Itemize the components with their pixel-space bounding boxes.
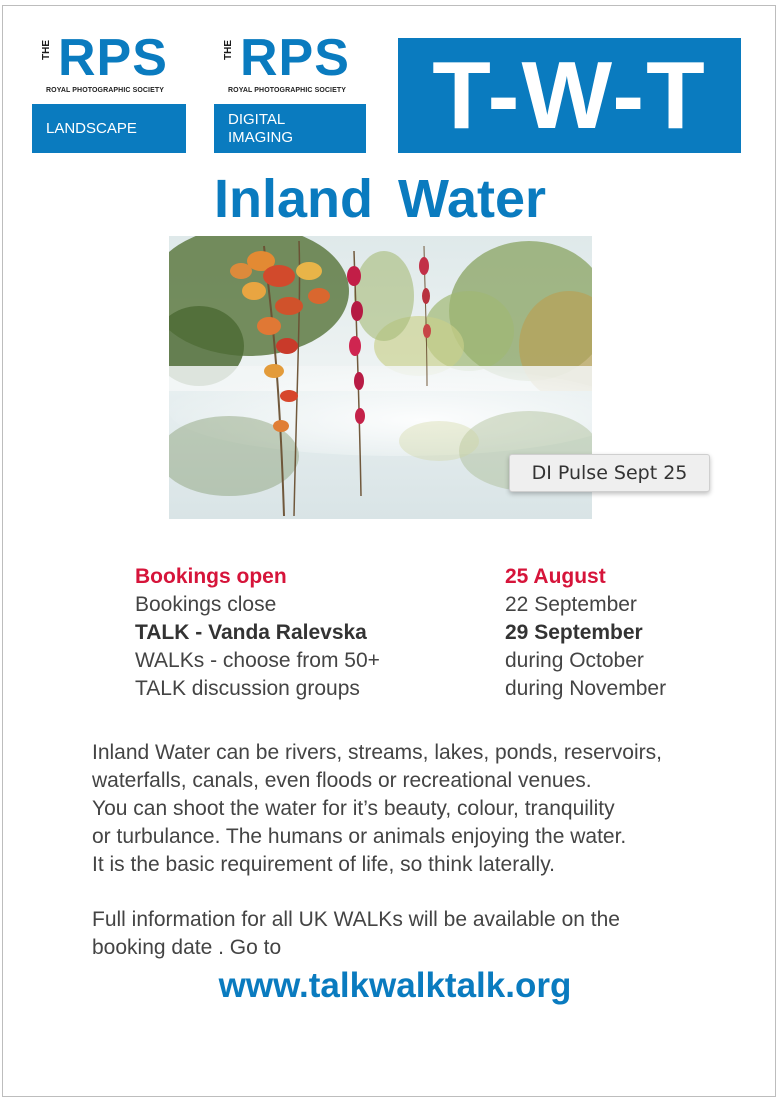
- logo-group-box: [214, 104, 366, 153]
- schedule-date-talk: 29 September: [505, 621, 643, 644]
- schedule-labels: [135, 563, 380, 703]
- schedule-date-discussion: during November: [505, 677, 667, 700]
- twt-banner: T-W-T: [398, 38, 741, 153]
- schedule-date-walks: during October: [505, 649, 644, 672]
- description-line: waterfalls, canals, even floods or recreational venues.: [92, 769, 592, 792]
- logo-rps-text: RPS: [58, 29, 168, 87]
- schedule-date-bookings-close: 22 September: [505, 593, 637, 616]
- logo-society-text: ROYAL PHOTOGRAPHIC SOCIETY: [46, 87, 164, 94]
- website-link[interactable]: www.talkwalktalk.org: [218, 966, 572, 1005]
- logo-the-text: THE: [223, 40, 234, 60]
- logo-group-box: [32, 104, 186, 153]
- rps-landscape-logo: [32, 29, 186, 137]
- info-line: Full information for all UK WALKs will be available on the: [92, 908, 620, 931]
- description-paragraph: [92, 739, 662, 879]
- logo-society-text: ROYAL PHOTOGRAPHIC SOCIETY: [228, 87, 346, 94]
- description-line: Inland Water can be rivers, streams, lakes, ponds, reservoirs,: [92, 741, 662, 764]
- schedule-date-bookings-open: 25 August: [505, 565, 606, 588]
- schedule-label-bookings-open: Bookings open: [135, 565, 287, 588]
- logo-rps-text: RPS: [240, 29, 350, 87]
- schedule-label-discussion: TALK discussion groups: [135, 677, 360, 700]
- rps-digital-imaging-logo: [214, 29, 366, 146]
- rps-logo-mark: [214, 29, 366, 104]
- description-line: It is the basic requirement of life, so think laterally.: [92, 853, 555, 876]
- info-paragraph: [92, 906, 620, 962]
- schedule-label-talk: TALK - Vanda Ralevska: [135, 621, 367, 644]
- description-line: or turbulance. The humans or animals enjoying the water.: [92, 825, 627, 848]
- image-caption-tooltip: DI Pulse Sept 25: [509, 454, 710, 492]
- logo-group-label: LANDSCAPE: [46, 119, 137, 137]
- schedule-label-walks: WALKs - choose from 50+: [135, 649, 380, 672]
- rps-logo-mark: [32, 29, 186, 104]
- info-line: booking date . Go to: [92, 936, 282, 959]
- logo-the-text: THE: [41, 40, 52, 60]
- schedule-label-bookings-close: Bookings close: [135, 593, 277, 616]
- page-title: Inland Water: [213, 169, 547, 229]
- description-line: You can shoot the water for it’s beauty, colour, tranquility: [92, 797, 615, 820]
- logo-group-label-line1: DIGITAL: [228, 110, 286, 128]
- schedule-dates: [505, 563, 666, 703]
- logo-group-label-line2: IMAGING: [228, 128, 294, 146]
